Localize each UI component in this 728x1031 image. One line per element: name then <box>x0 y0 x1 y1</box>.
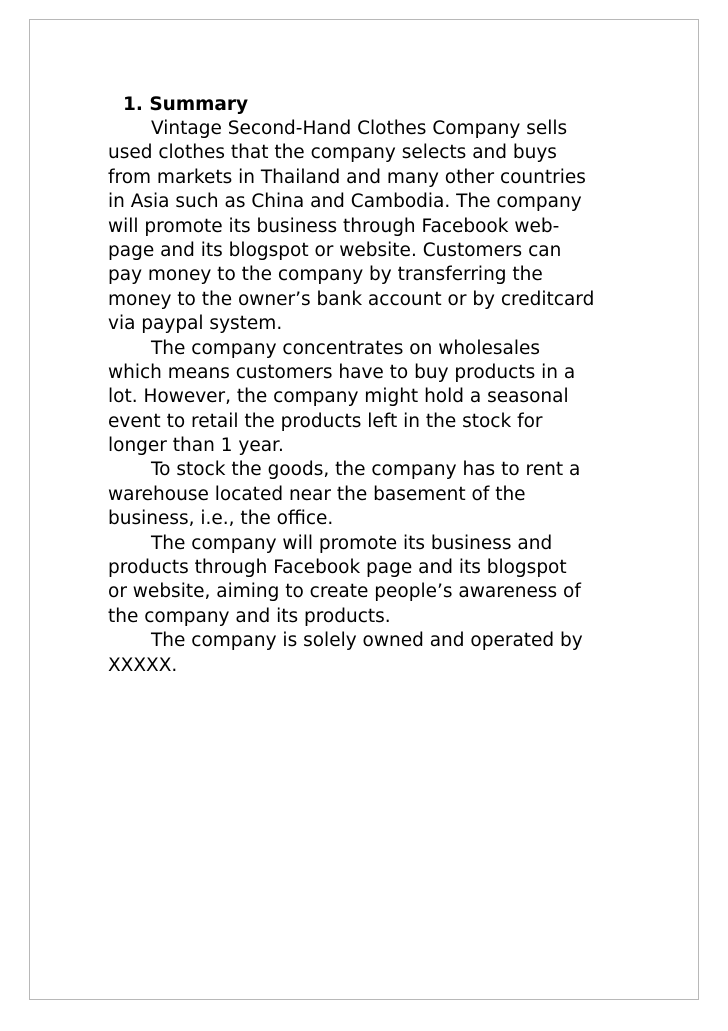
text-line: Vintage Second-Hand Clothes Company sells <box>151 118 568 139</box>
text-line: longer than 1 year. <box>108 435 284 457</box>
text-line: or website, aiming to create people’s awareness of <box>108 581 581 603</box>
text-line: warehouse located near the basement of the <box>108 483 526 505</box>
text-line: which means customers have to buy products in a <box>108 361 576 383</box>
text-line: will promote its business through Facebook web- <box>108 215 560 237</box>
text-line: The company is solely owned and operated by <box>151 630 583 652</box>
text-line: via paypal system. <box>108 313 283 335</box>
text-line: XXXXX. <box>108 654 178 676</box>
text-line: The company will promote its business and <box>151 532 553 554</box>
text-line: the company and its products. <box>108 605 391 627</box>
document-body <box>108 93 628 678</box>
text-line: pay money to the company by transferring the <box>108 264 543 286</box>
text-line: in Asia such as China and Cambodia. The company <box>108 191 582 213</box>
text-line: event to retail the products left in the stock for <box>108 410 543 432</box>
text-line: used clothes that the company selects and buys <box>108 142 557 164</box>
text-line: page and its blogspot or website. Customers can <box>108 239 562 261</box>
section-heading: 1. Summary <box>123 94 249 115</box>
text-line: money to the owner’s bank account or by creditcard <box>108 288 595 310</box>
text-line: The company concentrates on wholesales <box>151 337 541 359</box>
text-line: business, i.e., the office. <box>108 508 334 530</box>
text-line: lot. However, the company might hold a seasonal <box>108 386 569 408</box>
text-line: To stock the goods, the company has to rent a <box>151 459 581 481</box>
text-line: products through Facebook page and its blogspot <box>108 557 567 579</box>
text-line: from markets in Thailand and many other countries <box>108 166 586 188</box>
